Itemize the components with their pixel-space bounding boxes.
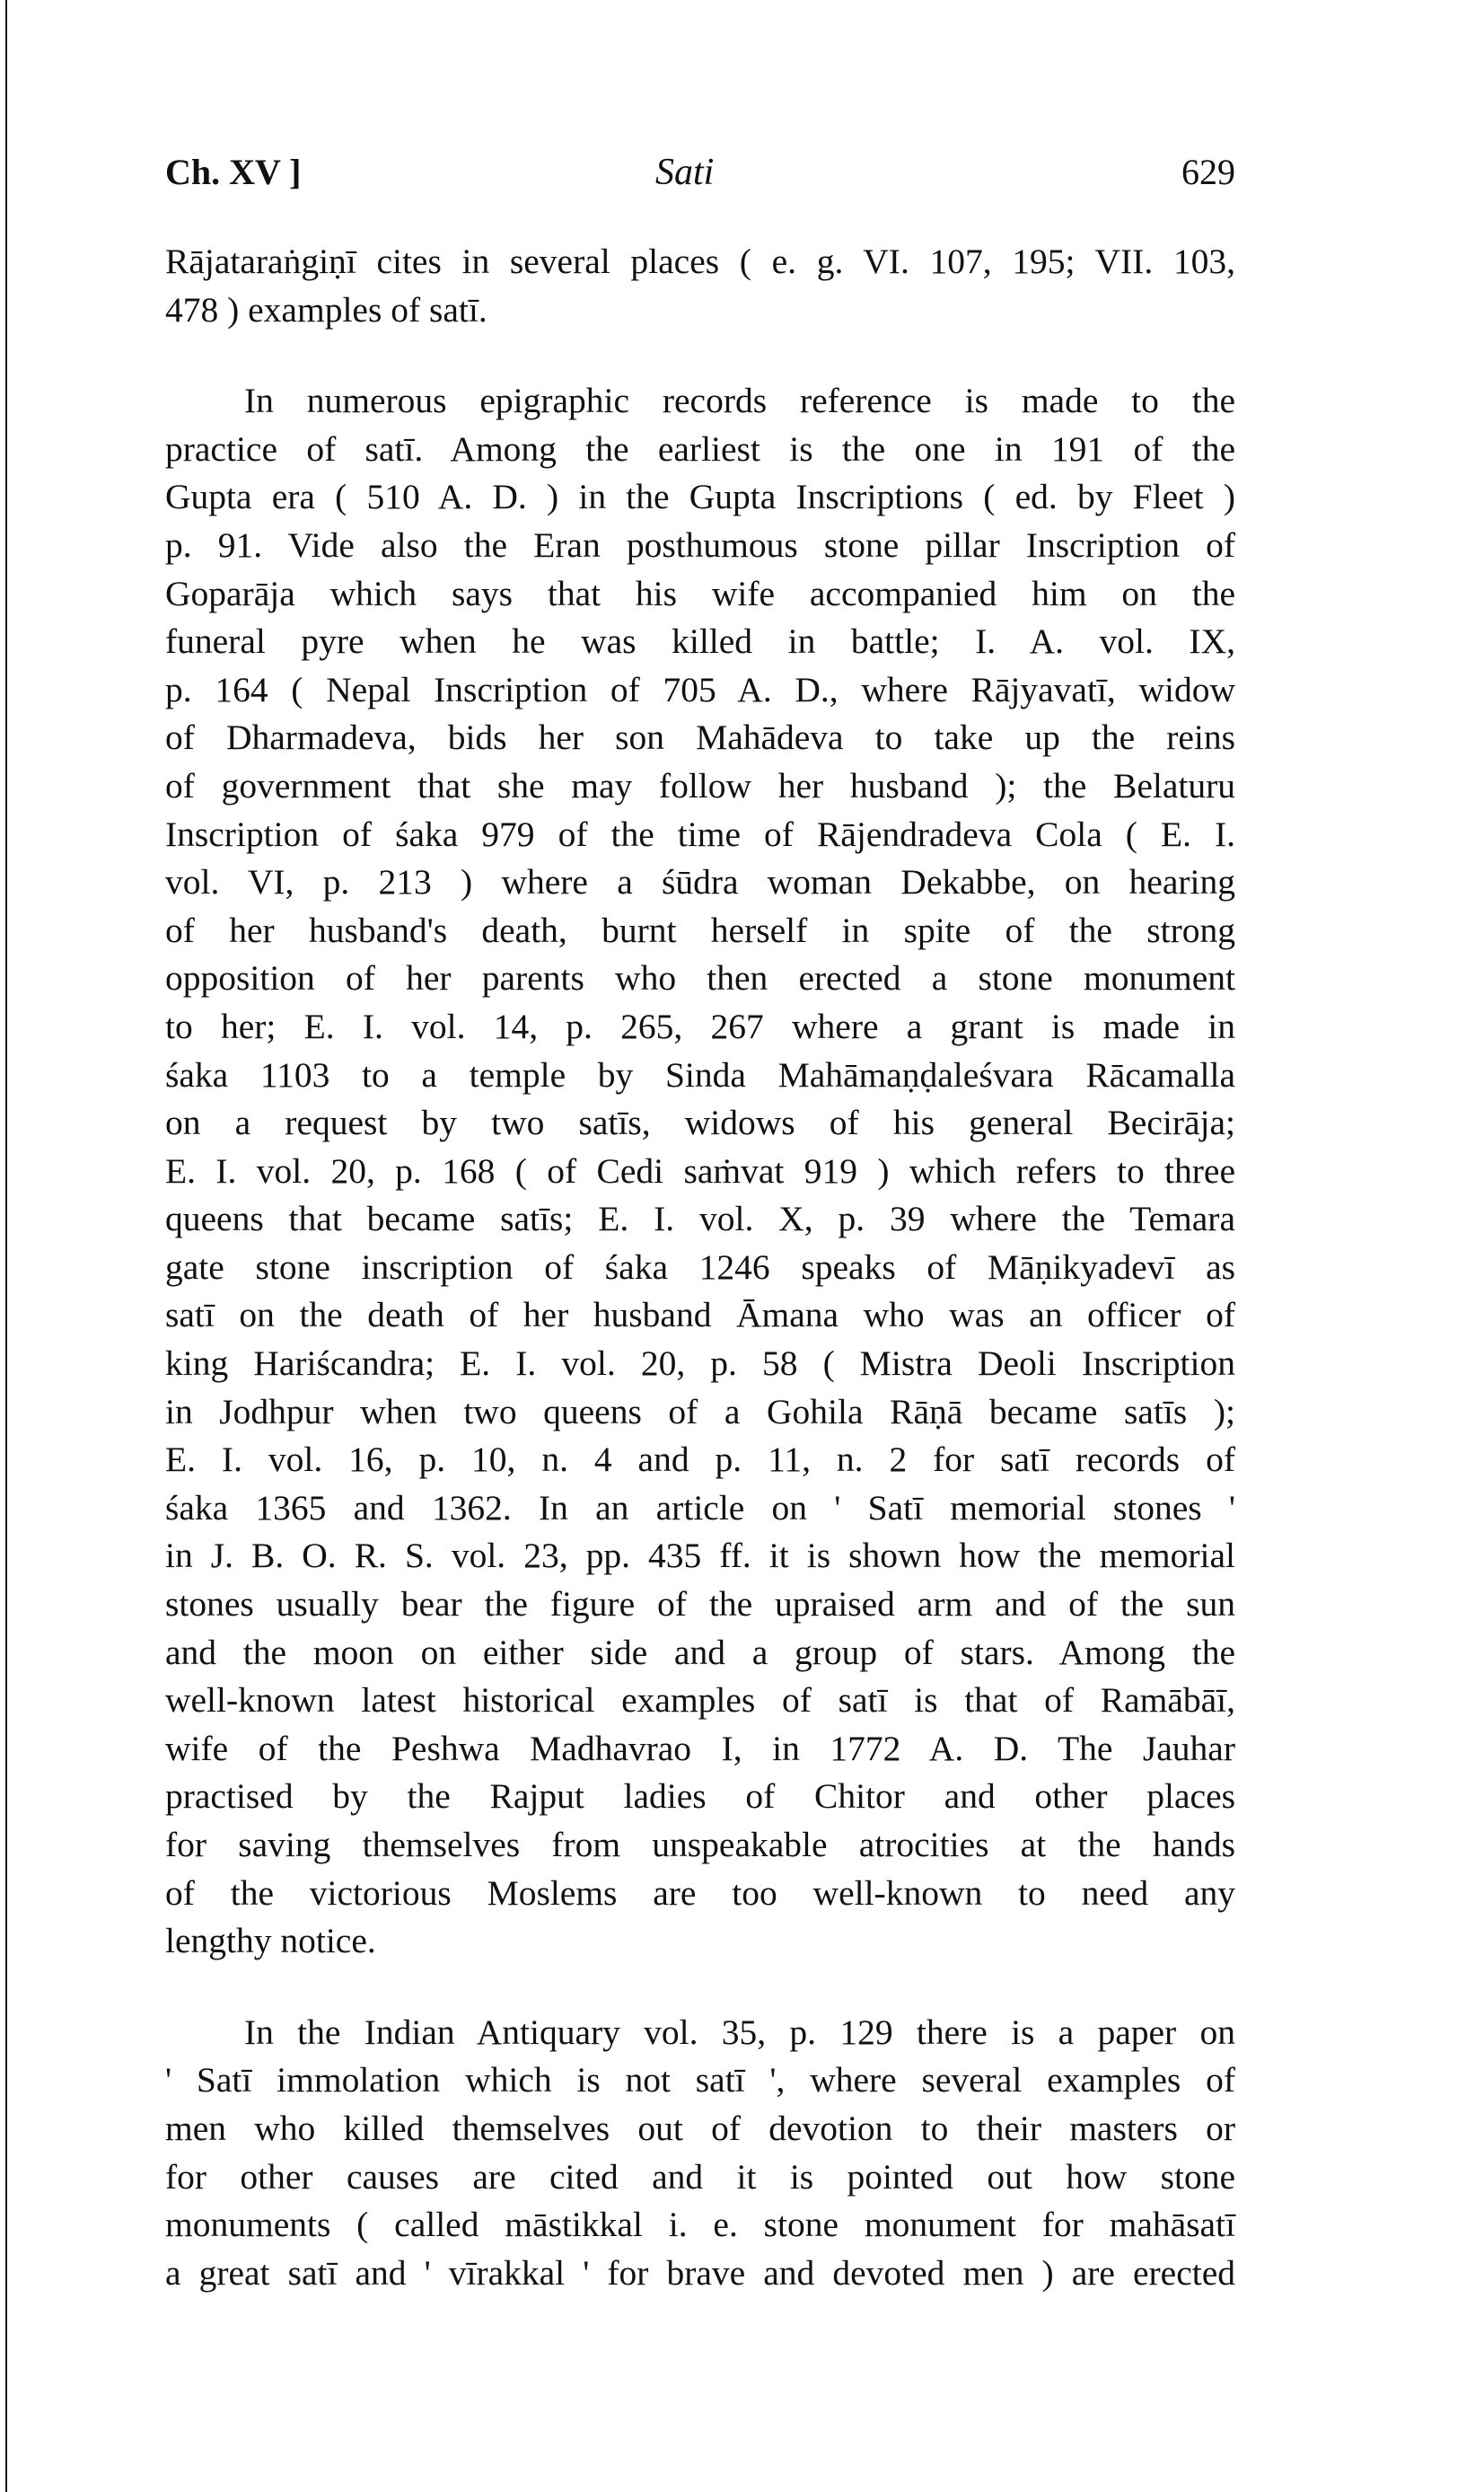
text-line: śaka 1365 and 1362. In an article on ' Satī memorial stones '	[165, 1487, 1235, 1528]
text-line: Inscription of śaka 979 of the time of Rājendradeva Cola ( E. I.	[165, 814, 1235, 854]
text-line: E. I. vol. 16, p. 10, n. 4 and p. 11, n. 2 for satī records of	[165, 1440, 1235, 1480]
text-line: of the victorious Moslems are too well-known to need any	[165, 1872, 1235, 1913]
text-line: In the Indian Antiquary vol. 35, p. 129 there is a paper on	[244, 2012, 1235, 2052]
text-line: E. I. vol. 20, p. 168 ( of Cedi saṁvat 919 ) which refers to three	[165, 1150, 1235, 1191]
text-line: practised by the Rajput ladies of Chitor and other places	[165, 1776, 1235, 1817]
text-line: Rājataraṅgiṇī cites in several places ( e. g. VI. 107, 195; VII. 103,	[165, 242, 1235, 281]
text-line: satī on the death of her husband Āmana who was an officer of	[165, 1295, 1235, 1335]
text-line: of government that she may follow her husband ); the Belaturu	[165, 765, 1235, 806]
text-line: opposition of her parents who then erected a stone monument	[165, 958, 1235, 999]
running-head	[165, 151, 1235, 205]
text-line: practice of satī. Among the earliest is the one in 191 of the	[165, 428, 1235, 469]
text-line: ' Satī immolation which is not satī ', where several examples of	[165, 2060, 1235, 2100]
text-line: śaka 1103 to a temple by Sinda Mahāmaṇḍaleśvara Rācamalla	[165, 1054, 1235, 1095]
text-line: for saving themselves from unspeakable atrocities at the hands	[165, 1825, 1235, 1864]
text-line: of Dharmadeva, bids her son Mahādeva to take up the reins	[165, 718, 1235, 758]
paragraph-3	[165, 2009, 1235, 2298]
text-line: Goparāja which says that his wife accompanied him on the	[165, 573, 1235, 613]
text-line: king Hariścandra; E. I. vol. 20, p. 58 ( Mistra Deoli Inscription	[165, 1343, 1235, 1384]
text-line: wife of the Peshwa Madhavrao I, in 1772 A. D. The Jauhar	[165, 1728, 1235, 1768]
scan-edge-line	[5, 0, 7, 2492]
paragraph-gap	[165, 334, 1235, 377]
text-line: p. 91. Vide also the Eran posthumous stone pillar Inscription of	[165, 524, 1235, 565]
page-title: Sati	[655, 152, 715, 193]
paragraph-1	[165, 238, 1235, 334]
text-line: for other causes are cited and it is pointed out how stone	[165, 2156, 1235, 2197]
text-line: lengthy notice.	[165, 1921, 376, 1961]
text-line: a great satī and ' vīrakkal ' for brave and devoted men ) are erected	[165, 2252, 1235, 2293]
paragraph-gap	[165, 1966, 1235, 2009]
page-number: 629	[1181, 152, 1235, 192]
body-text	[165, 238, 1235, 2297]
text-line: queens that became satīs; E. I. vol. X, p. 39 where the Temara	[165, 1199, 1235, 1239]
text-line: gate stone inscription of śaka 1246 speaks of Māṇikyadevī as	[165, 1246, 1235, 1287]
text-line: in J. B. O. R. S. vol. 23, pp. 435 ff. it is shown how the memorial	[165, 1536, 1235, 1576]
text-line: stones usually bear the figure of the upraised arm and of the sun	[165, 1584, 1235, 1625]
text-line: on a request by two satīs, widows of his general Becirāja;	[165, 1103, 1235, 1143]
text-line: well-known latest historical examples of satī is that of Ramābāī,	[165, 1680, 1235, 1721]
text-line: to her; E. I. vol. 14, p. 265, 267 where a grant is made in	[165, 1006, 1235, 1046]
text-line: in Jodhpur when two queens of a Gohila Rāṇā became satīs );	[165, 1391, 1235, 1431]
text-line: vol. VI, p. 213 ) where a śūdra woman Dekabbe, on hearing	[165, 862, 1235, 903]
text-line: funeral pyre when he was killed in battle; I. A. vol. IX,	[165, 621, 1235, 662]
chapter-label: Ch. XV ]	[165, 152, 302, 192]
text-line: 478 ) examples of satī.	[165, 289, 487, 330]
text-line: and the moon on either side and a group of stars. Among the	[165, 1632, 1235, 1672]
text-line: p. 164 ( Nepal Inscription of 705 A. D., where Rājyavatī, widow	[165, 669, 1235, 709]
text-line: In numerous epigraphic records reference is made to the	[244, 381, 1235, 421]
paragraph-2	[165, 377, 1235, 1966]
text-line: of her husband's death, burnt herself in spite of the strong	[165, 910, 1235, 950]
text-line: Gupta era ( 510 A. D. ) in the Gupta Inscriptions ( ed. by Fleet )	[165, 477, 1235, 517]
text-line: men who killed themselves out of devotion to their masters or	[165, 2108, 1235, 2148]
text-line: monuments ( called māstikkal i. e. stone monument for mahāsatī	[165, 2205, 1235, 2245]
